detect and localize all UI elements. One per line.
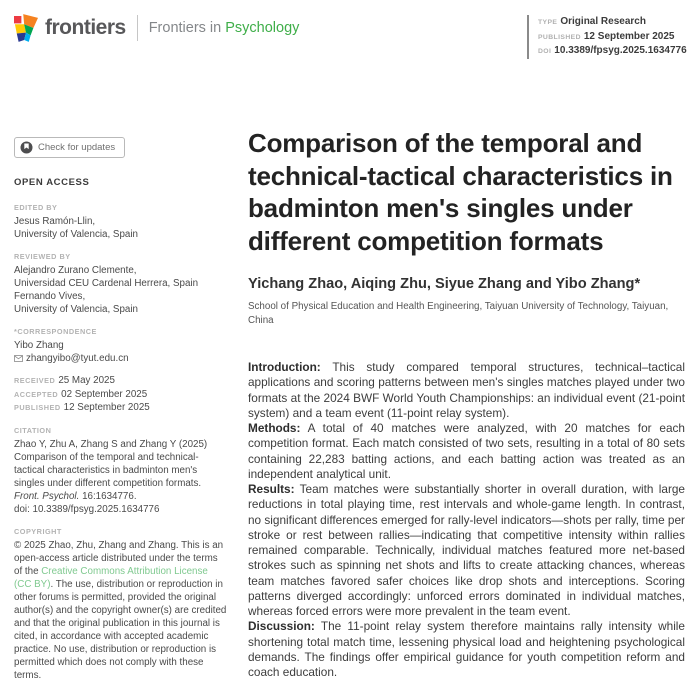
- article-meta: [527, 15, 687, 59]
- published-date: PUBLISHED 12 September 2025: [14, 402, 150, 413]
- meta-published: PUBLISHED 12 September 2025: [538, 30, 675, 42]
- abstract-methods-label: Methods:: [248, 421, 301, 435]
- citation-label: CITATION: [14, 425, 52, 435]
- abstract-methods: Methods: A total of 40 matches were analyzed, with 20 matches for each competition format. Each match consisted of two sets, resulting in a total of 80 sets containing 22,283 batting actions, and each batting action was treated as an independent analytical unit.: [248, 421, 685, 481]
- copyright-section: [14, 525, 227, 682]
- article-main: [248, 127, 685, 680]
- copyright-label: COPYRIGHT: [14, 526, 62, 536]
- abstract-results-label: Results:: [248, 482, 295, 496]
- received-date: RECEIVED 25 May 2025: [14, 375, 115, 386]
- reviewed-by-section: [14, 250, 227, 316]
- reviewer-affiliation: Universidad CEU Cardenal Herrera, Spain: [14, 278, 199, 289]
- check-for-updates-label: Check for updates: [38, 142, 116, 153]
- crossmark-icon: [20, 141, 33, 154]
- cc-by-license-link[interactable]: Creative Commons Attribution License (CC BY): [14, 565, 208, 590]
- reviewed-by-label: REVIEWED BY: [14, 252, 71, 261]
- citation-journal-line: [14, 490, 227, 503]
- copyright-text-before-link: © 2025 Zhao, Zhu, Zhang and Zhang. This is an open-access article distributed under the terms of the: [14, 539, 224, 577]
- frontiers-wordmark: frontiers: [45, 16, 126, 39]
- citation-volume: 16:1634776.: [79, 490, 137, 502]
- journal-prefix: Frontiers in: [148, 20, 226, 36]
- affiliation-line: School of Physical Education and Health Engineering, Taiyuan University of Technology, Taiyuan, China: [248, 301, 669, 326]
- reviewer-name: Fernando Vives,: [14, 291, 86, 302]
- open-access-badge: OPEN ACCESS: [14, 177, 90, 188]
- reviewer-name: Alejandro Zurano Clemente,: [14, 265, 137, 276]
- page-header: [14, 14, 687, 56]
- citation-text: Zhao Y, Zhu A, Zhang S and Zhang Y (2025) Comparison of the temporal and technical-tactical characteristics in badminton men's singles under different competition formats.: [14, 438, 208, 489]
- journal-name: Psychology: [225, 20, 300, 36]
- frontiers-logo: [14, 14, 126, 42]
- citation-doi: doi: 10.3389/fpsyg.2025.1634776: [14, 503, 160, 515]
- abstract-introduction: Introduction: This study compared temporal structures, technical–tactical applications and scoring patterns between men's singles matches played under two formats at the 2024 BWF World Youth Championships: an individual event (21-point system) and a team event (11-point relay system).: [248, 360, 685, 420]
- accepted-date: ACCEPTED 02 September 2025: [14, 388, 148, 400]
- meta-doi: DOI 10.3389/fpsyg.2025.1634776: [538, 45, 687, 56]
- header-divider: [137, 15, 138, 41]
- authors-line: Yichang Zhao, Aiqing Zhu, Siyue Zhang and Yibo Zhang*: [248, 276, 641, 292]
- reviewer-affiliation: University of Valencia, Spain: [14, 304, 138, 315]
- email-icon: [14, 355, 23, 362]
- editor-affiliation: University of Valencia, Spain: [14, 229, 138, 240]
- abstract-introduction-label: Introduction:: [248, 360, 321, 374]
- abstract: [248, 360, 685, 680]
- dates-section: [14, 374, 227, 415]
- article-title: Comparison of the temporal and technical-tactical characteristics in badminton men's singles under different competition formats: [248, 128, 673, 256]
- journal-title: [149, 14, 300, 42]
- correspondence-label: *CORRESPONDENCE: [14, 327, 97, 336]
- abstract-discussion-label: Discussion:: [248, 619, 315, 634]
- editor-name: Jesus Ramón-Llin,: [14, 216, 96, 227]
- edited-by-label: EDITED BY: [14, 203, 58, 212]
- check-for-updates-button[interactable]: [14, 137, 125, 158]
- sidebar: [14, 137, 227, 691]
- frontiers-logo-icon: [14, 14, 38, 42]
- correspondence-email-link[interactable]: zhangyibo@tyut.edu.cn: [26, 353, 129, 364]
- edited-by-section: [14, 201, 227, 241]
- meta-type: TYPE Original Research: [538, 16, 646, 27]
- abstract-results: Results: Team matches were substantially shorter in overall duration, with large reductions in total playing time, rest intervals and whole-game length. In contrast, no significant differences emerged for rally-level indicators—shots per rally, time per stroke or rest between rallies—indicating that competitive intensity within rallies remained comparable. Technically, individual matches featured more net-based strokes such as spinning net shots and lifts to create attacking chances, whereas team matches favored safer choices like drop shots and interceptions. Scoring patterns diverged accordingly: unforced errors dominated in individual matches, whereas forced errors were more prevalent in the team event.: [248, 482, 685, 618]
- citation-journal: Front. Psychol.: [14, 490, 80, 502]
- correspondence-name: Yibo Zhang: [14, 340, 64, 351]
- abstract-discussion: Discussion: The 11-point relay system therefore maintains rally intensity while shortening total match time, lessening physical load and heightening psychological demands. The findings offer empirical guidance for youth competition reform and coach education.: [248, 619, 685, 679]
- copyright-text-after-link: . The use, distribution or reproduction in other forums is permitted, provided the original author(s) and the copyright owner(s) are credited and that the original publication in this journal is cited, in accordance with accepted academic practice. No use, distribution or reproduction is permitted which does not comply with these terms.: [14, 578, 227, 681]
- correspondence-section: [14, 325, 227, 365]
- citation-section: [14, 424, 227, 516]
